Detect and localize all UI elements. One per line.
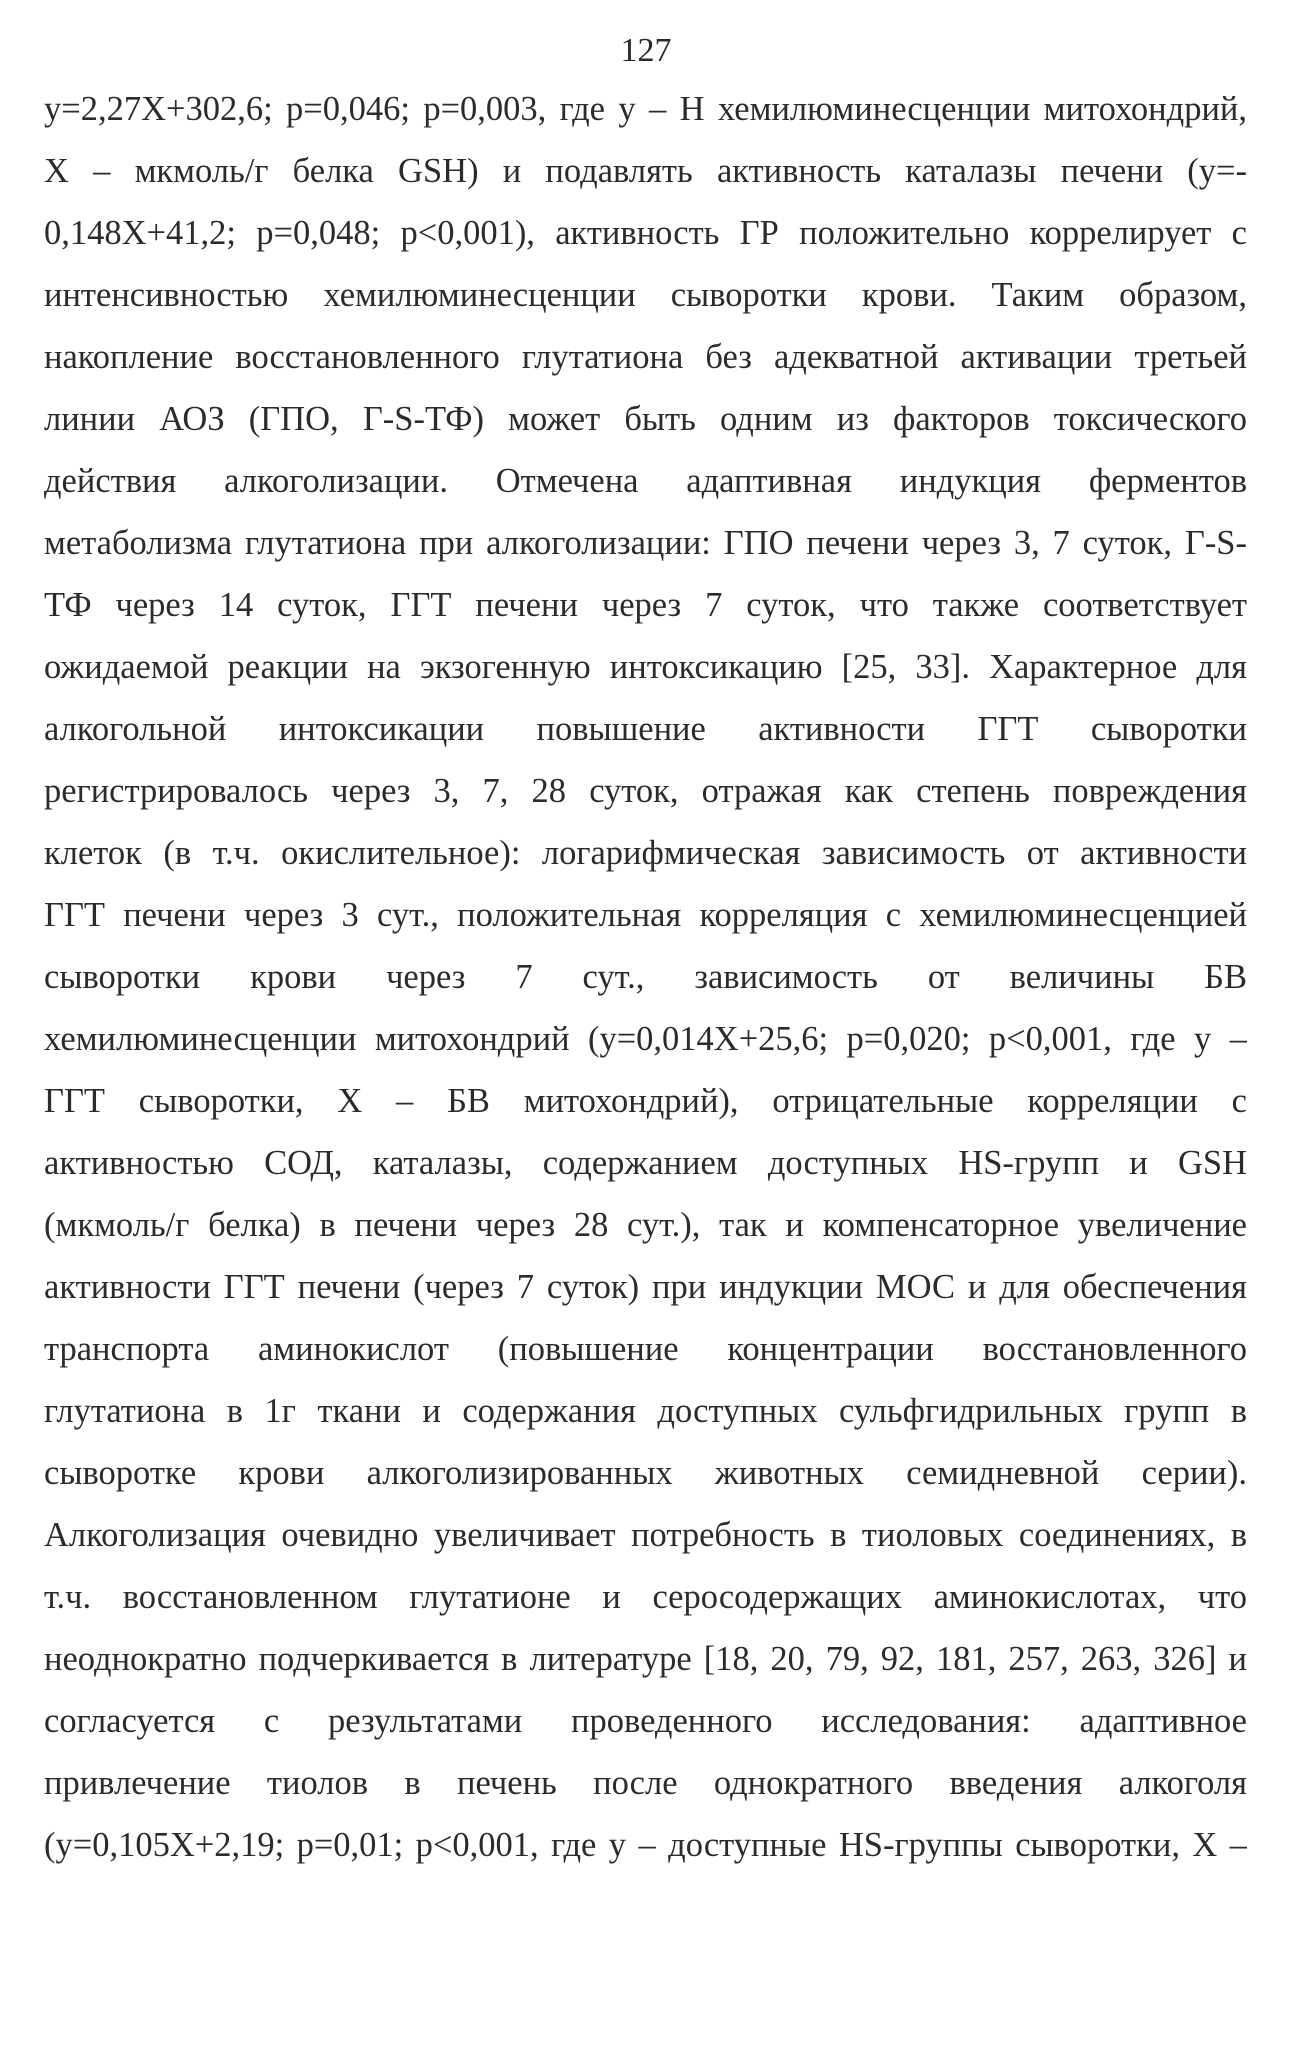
text-line: транспорта аминокислот (повышение концентрации восстановленного [44,1330,1247,1368]
text-line: линии АОЗ (ГПО, Г-S-ТФ) может быть одним из факторов токсического [44,400,1247,438]
text-line: клеток (в т.ч. окислительное): логарифмическая зависимость от активности [44,834,1247,872]
text-line: сыворотки крови через 7 сут., зависимость от величины БВ [44,958,1247,996]
text-line: сыворотке крови алкоголизированных животных семидневной серии). [44,1454,1247,1492]
text-line: согласуется с результатами проведенного исследования: адаптивное [44,1702,1247,1740]
page-number: 127 [620,32,672,69]
text-line: регистрировалось через 3, 7, 28 суток, отражая как степень повреждения [44,772,1247,810]
text-line: X – мкмоль/г белка GSH) и подавлять активность каталазы печени (y=- [44,152,1247,190]
text-line: (y=0,105X+2,19; p=0,01; p<0,001, где у – доступные HS-группы сыворотки, X – [44,1826,1247,1864]
text-line: ГГТ печени через 3 сут., положительная корреляция с хемилюминесценцией [44,896,1247,934]
text-line: активностью СОД, каталазы, содержанием доступных HS-групп и GSH [44,1144,1247,1182]
text-line: алкогольной интоксикации повышение активности ГГТ сыворотки [44,710,1247,748]
text-line: ТФ через 14 суток, ГГТ печени через 7 суток, что также соответствует [44,586,1247,624]
text-line: метаболизма глутатиона при алкоголизации: ГПО печени через 3, 7 суток, Г-S- [44,524,1247,562]
text-line: (мкмоль/г белка) в печени через 28 сут.), так и компенсаторное увеличение [44,1206,1247,1244]
text-line: хемилюминесценции митохондрий (y=0,014X+25,6; p=0,020; p<0,001, где у – [44,1020,1247,1058]
text-line: т.ч. восстановленном глутатионе и серосодержащих аминокислотах, что [44,1578,1247,1616]
text-line: глутатиона в 1г ткани и содержания доступных сульфгидрильных групп в [44,1392,1247,1430]
text-line: ожидаемой реакции на экзогенную интоксикацию [25, 33]. Характерное для [44,648,1247,686]
body-text [44,78,1247,1876]
text-line: 0,148X+41,2; p=0,048; p<0,001), активность ГР положительно коррелирует с [44,214,1247,252]
text-line: y=2,27X+302,6; p=0,046; p=0,003, где у – Н хемилюминесценции митохондрий, [44,90,1247,128]
text-line: ГГТ сыворотки, X – БВ митохондрий), отрицательные корреляции с [44,1082,1247,1120]
text-line: интенсивностью хемилюминесценции сыворотки крови. Таким образом, [44,276,1247,314]
text-line: Алкоголизация очевидно увеличивает потребность в тиоловых соединениях, в [44,1516,1247,1554]
text-line: привлечение тиолов в печень после однократного введения алкоголя [44,1764,1247,1802]
text-line: накопление восстановленного глутатиона без адекватной активации третьей [44,338,1247,376]
text-line: активности ГГТ печени (через 7 суток) при индукции МОС и для обеспечения [44,1268,1247,1306]
text-line: неоднократно подчеркивается в литературе [18, 20, 79, 92, 181, 257, 263, 326] и [44,1640,1247,1678]
text-line: действия алкоголизации. Отмечена адаптивная индукция ферментов [44,462,1247,500]
